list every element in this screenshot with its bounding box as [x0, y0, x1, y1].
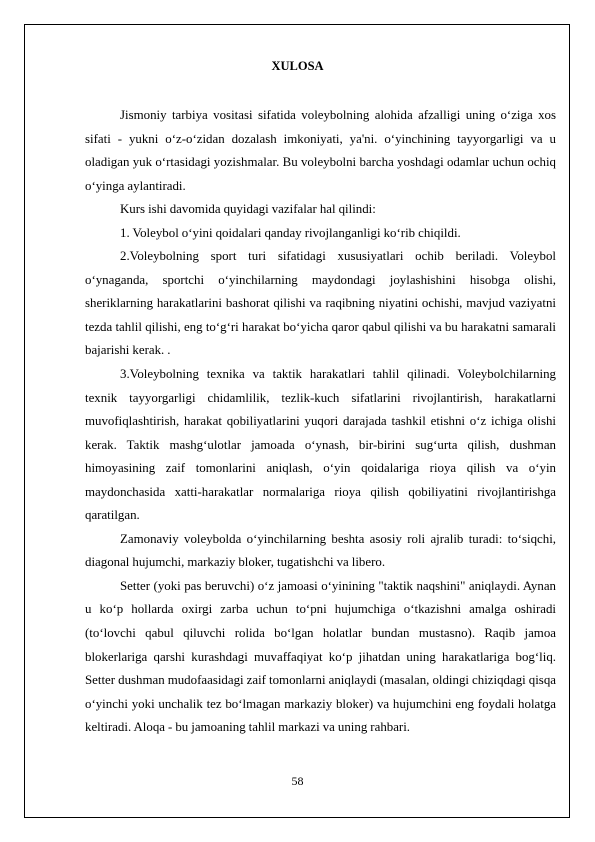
document-title: XULOSA — [271, 59, 324, 73]
paragraph-setter: Setter (yoki pas beruvchi) o‘z jamoasi o‘yinining "taktik naqshini" aniqlaydi. Aynan u ko‘p hollarda oxirgi zarba uchun to‘pni hujumchiga o‘tkazishni amalga oshiradi (to‘lovchi qabul qiluvchi rolida bo‘lgan holatlar bundan mustasno). Raqib jamoa blokerlariga qarshi kurashdagi muvaffaqiyat ko‘p jihatdan uning harakatlariga bog‘liq. Setter dushman mudofaasidagi zaif tomonlarni aniqlaydi (masalan, oldingi chiziqdagi qisqa o‘yinchi yoki unchalik tez bo‘lmagan markaziy bloker) va hujumchini eng foydali holatga keltiradi. Aloqa - bu jamoaning tahlil markazi va uning rahbari. — [85, 578, 556, 735]
paragraph-tasks-intro: Kurs ishi davomida quyidagi vazifalar hal qilindi: — [120, 202, 376, 217]
document-body — [85, 104, 556, 740]
paragraph-task-3: 3.Voleybolning texnika va taktik harakatlari tahlil qilinadi. Voleybolchilarning texnik tayyorgarligi chidamlilik, tezlik-kuch sifatlarini rivojlantirish, harakatlarni muvofiqlashtirish, harakat qobiliyatlarini yuqori darajada tashkil etishni o‘z ichiga olishi kerak. Taktik mashg‘ulotlar jamoada o‘ynash, bir-birini sug‘urta qilish, dushman himoyasining zaif tomonlarini aniqlash, o‘yin qoidalariga rioya qilish va o‘yin maydonchasida xatti-harakatlar normalariga rioya qilish qobiliyatini rivojlantirishga qaratilgan. — [85, 367, 556, 523]
page-number: 58 — [291, 774, 304, 788]
paragraph-player-roles: Zamonaviy voleybolda o‘yinchilarning beshta asosiy roli ajralib turadi: to‘siqchi, diagonal hujumchi, markaziy bloker, tugatishchi va libero. — [85, 531, 556, 570]
paragraph-intro: Jismoniy tarbiya vositasi sifatida voleybolning alohida afzalligi uning o‘ziga xos sifati - yukni o‘z-o‘zidan dozalash imkoniyati, ya'ni. o‘yinchining tayyorgarligi va u oladigan yuk o‘rtasidagi yozishmalar. Bu voleybolni barcha yoshdagi odamlar uchun ochiq o‘yinga aylantiradi. — [85, 108, 556, 193]
paragraph-task-1: 1. Voleybol o‘yini qoidalari qanday rivojlanganligi ko‘rib chiqildi. — [120, 225, 461, 240]
paragraph-task-2: 2.Voleybolning sport turi sifatidagi xususiyatlari ochib beriladi. Voleybol o‘ynaganda, sportchi o‘yinchilarning maydondagi joylashishini hisobga olishi, sheriklarning harakatlarini bashorat qilishi va raqibning niyatini ochishi, mavjud vaziyatni tezda tahlil qilishi, eng to‘g‘ri harakat bo‘yicha qaror qabul qilishi va bu harakatni samarali bajarishi kerak. . — [85, 249, 556, 358]
